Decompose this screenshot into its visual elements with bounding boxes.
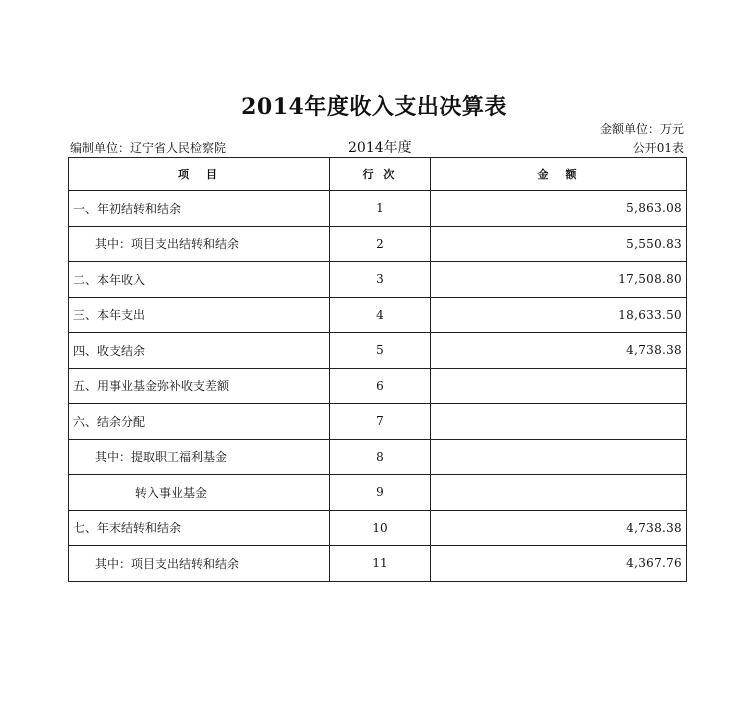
row-amount: 4,738.38 [431,333,687,369]
table-row [69,333,687,369]
row-line-number: 1 [330,191,431,227]
row-item-label: 其中：项目支出结转和结余 [69,226,330,262]
fiscal-year-label: 2014年度 [348,140,412,156]
row-item-label: 其中：项目支出结转和结余 [69,546,330,582]
row-amount [431,404,687,440]
table-row [69,368,687,404]
row-amount: 4,738.38 [431,510,687,546]
row-line-number: 9 [330,475,431,511]
compiling-unit-label: 编制单位：辽宁省人民检察院 [70,141,227,155]
row-line-number: 5 [330,333,431,369]
row-amount [431,475,687,511]
row-amount [431,439,687,475]
row-line-number: 2 [330,226,431,262]
row-item-label: 四、收支结余 [69,333,330,369]
row-amount: 17,508.80 [431,262,687,298]
row-amount [431,368,687,404]
header-item: 项 目 [69,158,330,191]
row-amount: 5,863.08 [431,191,687,227]
report-title: 2014年度收入支出决算表 [241,94,507,120]
row-item-label: 五、用事业基金弥补收支差额 [69,368,330,404]
row-item-label: 三、本年支出 [69,297,330,333]
table-row [69,262,687,298]
row-item-label: 六、结余分配 [69,404,330,440]
table-row [69,297,687,333]
row-amount: 5,550.83 [431,226,687,262]
row-line-number: 10 [330,510,431,546]
row-line-number: 8 [330,439,431,475]
table-row [69,546,687,582]
row-amount: 4,367.76 [431,546,687,582]
row-item-label: 转入事业基金 [69,475,330,511]
row-line-number: 3 [330,262,431,298]
amount-unit-label: 金额单位：万元 [599,122,684,136]
table-row [69,510,687,546]
row-item-label: 其中：提取职工福利基金 [69,439,330,475]
table-row [69,404,687,440]
header-amount: 金 额 [431,158,687,191]
row-item-label: 二、本年收入 [69,262,330,298]
income-expenditure-table [68,157,687,582]
table-header-row [69,158,687,191]
row-line-number: 4 [330,297,431,333]
row-line-number: 6 [330,368,431,404]
row-line-number: 7 [330,404,431,440]
form-number-label: 公开01表 [632,141,684,155]
table-row [69,226,687,262]
table-row [69,191,687,227]
row-item-label: 七、年末结转和结余 [69,510,330,546]
table-row [69,439,687,475]
table-row [69,475,687,511]
row-line-number: 11 [330,546,431,582]
row-amount: 18,633.50 [431,297,687,333]
header-line-no: 行 次 [330,158,431,191]
row-item-label: 一、年初结转和结余 [69,191,330,227]
